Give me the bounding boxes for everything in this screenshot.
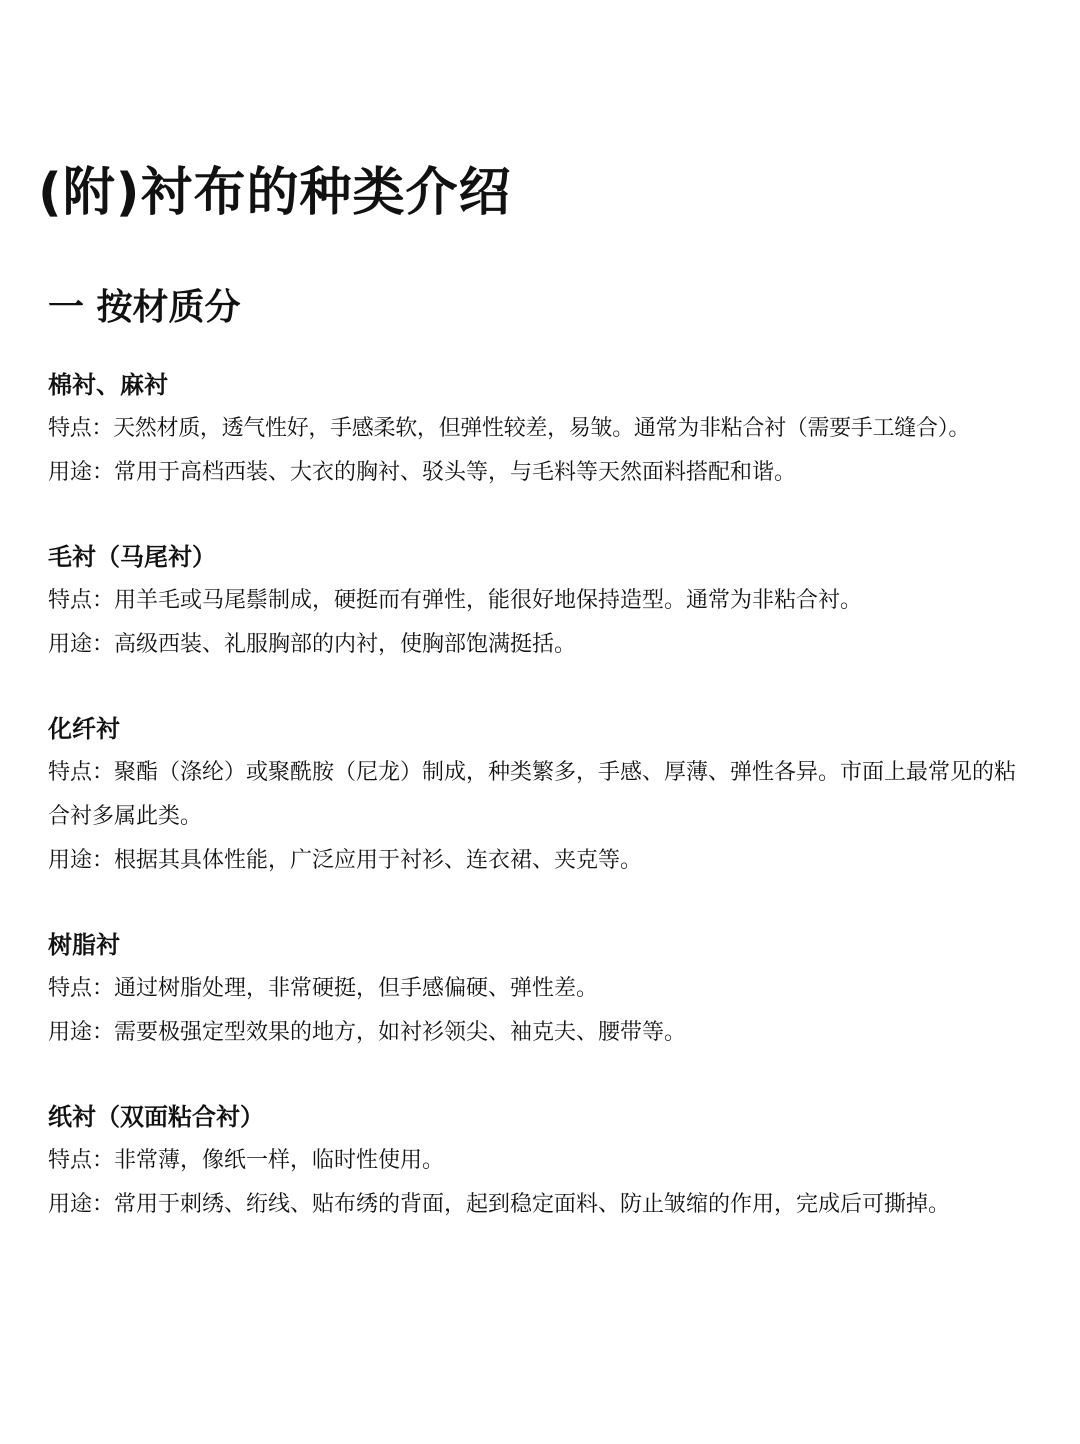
entry-hair-canvas-lining <box>48 535 1058 667</box>
entry-uses: 用途：常用于刺绣、绗线、贴布绣的背面，起到稳定面料、防止皱缩的作用，完成后可撕掉。 <box>48 1192 951 1217</box>
entry-title: 树脂衬 <box>48 931 120 959</box>
lining-type-list <box>48 363 1058 1267</box>
entry-uses: 用途：根据其具体性能，广泛应用于衬衫、连衣裙、夹克等。 <box>48 848 643 873</box>
entry-title: 毛衬（马尾衬） <box>48 543 216 571</box>
entry-uses: 用途：需要极强定型效果的地方，如衬衫领尖、袖克夫、腰带等。 <box>48 1020 687 1045</box>
entry-resin-lining <box>48 923 1058 1055</box>
entry-cotton-linen-lining <box>48 363 1058 495</box>
entry-uses: 用途：高级西装、礼服胸部的内衬，使胸部饱满挺括。 <box>48 632 577 657</box>
entry-features: 特点：用羊毛或马尾鬃制成，硬挺而有弹性，能很好地保持造型。通常为非粘合衬。 <box>48 588 863 613</box>
entry-features: 特点：通过树脂处理，非常硬挺，但手感偏硬、弹性差。 <box>48 976 599 1001</box>
entry-uses: 用途：常用于高档西装、大衣的胸衬、驳头等，与毛料等天然面料搭配和谐。 <box>48 460 797 485</box>
entry-features: 特点：天然材质，透气性好，手感柔软，但弹性较差，易皱。通常为非粘合衬（需要手工缝合）。 <box>48 416 971 441</box>
section-heading: 一 按材质分 <box>48 287 241 328</box>
page-title: (附)衬布的种类介绍 <box>38 163 512 223</box>
entry-title: 化纤衬 <box>48 715 120 743</box>
entry-title: 棉衬、麻衬 <box>48 371 168 399</box>
entry-paper-lining <box>48 1095 1058 1227</box>
entry-title: 纸衬（双面粘合衬） <box>48 1103 264 1131</box>
entry-features: 特点：非常薄，像纸一样，临时性使用。 <box>48 1148 445 1173</box>
entry-synthetic-lining <box>48 707 1058 883</box>
entry-features: 特点：聚酯（涤纶）或聚酰胺（尼龙）制成，种类繁多，手感、厚薄、弹性各异。市面上最常见的粘合衬多属此类。 <box>48 760 1017 829</box>
